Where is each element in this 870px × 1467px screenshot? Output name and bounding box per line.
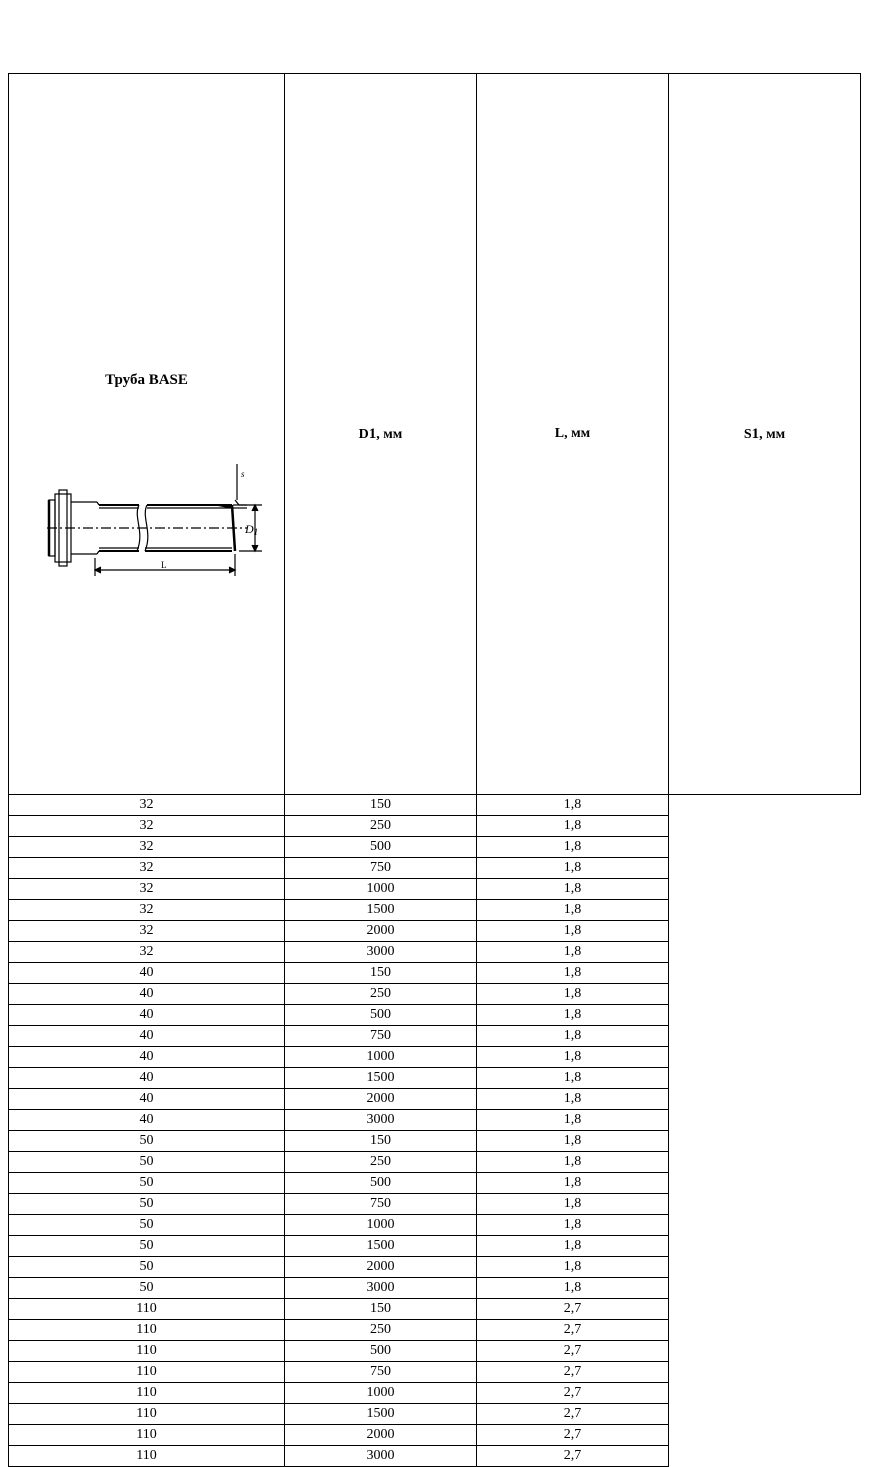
cell-d1: 40 [9, 1089, 285, 1110]
cell-d1: 40 [9, 1005, 285, 1026]
cell-l: 500 [285, 1005, 477, 1026]
header-l: L, мм [477, 74, 669, 795]
table-row [9, 795, 861, 816]
table-row [9, 1278, 861, 1299]
header-s1: S1, мм [669, 74, 861, 795]
cell-s1: 2,7 [477, 1404, 669, 1425]
table-row [9, 858, 861, 879]
cell-d1: 110 [9, 1425, 285, 1446]
cell-d1: 110 [9, 1341, 285, 1362]
table-row [9, 837, 861, 858]
cell-l: 3000 [285, 1110, 477, 1131]
cell-s1: 1,8 [477, 1131, 669, 1152]
table-row [9, 1005, 861, 1026]
table-row [9, 1026, 861, 1047]
cell-s1: 2,7 [477, 1341, 669, 1362]
cell-l: 1500 [285, 900, 477, 921]
cell-d1: 50 [9, 1194, 285, 1215]
cell-d1: 50 [9, 1215, 285, 1236]
table-row [9, 942, 861, 963]
cell-l: 1000 [285, 1215, 477, 1236]
cell-s1: 1,8 [477, 1194, 669, 1215]
cell-d1: 50 [9, 1131, 285, 1152]
cell-d1: 32 [9, 795, 285, 816]
cell-s1: 1,8 [477, 1278, 669, 1299]
cell-d1: 32 [9, 942, 285, 963]
cell-d1: 40 [9, 1047, 285, 1068]
table-row [9, 816, 861, 837]
cell-l: 750 [285, 858, 477, 879]
cell-l: 2000 [285, 921, 477, 942]
cell-d1: 110 [9, 1362, 285, 1383]
cell-s1: 1,8 [477, 921, 669, 942]
cell-l: 2000 [285, 1257, 477, 1278]
cell-s1: 1,8 [477, 879, 669, 900]
cell-l: 1500 [285, 1404, 477, 1425]
cell-d1: 110 [9, 1404, 285, 1425]
cell-d1: 110 [9, 1383, 285, 1404]
cell-l: 2000 [285, 1425, 477, 1446]
svg-text:D1 [244, 522, 258, 537]
cell-s1: 2,7 [477, 1320, 669, 1341]
header-d1: D1, мм [285, 74, 477, 795]
cell-d1: 110 [9, 1299, 285, 1320]
cell-s1: 1,8 [477, 1257, 669, 1278]
table-row [9, 1320, 861, 1341]
cell-l: 150 [285, 795, 477, 816]
cell-d1: 32 [9, 858, 285, 879]
cell-d1: 50 [9, 1236, 285, 1257]
table-row [9, 1194, 861, 1215]
table-row [9, 1152, 861, 1173]
spec-table [8, 73, 861, 1467]
cell-s1: 1,8 [477, 795, 669, 816]
cell-d1: 110 [9, 1446, 285, 1467]
table-row [9, 1404, 861, 1425]
table-row [9, 1131, 861, 1152]
cell-l: 150 [285, 1299, 477, 1320]
table-row [9, 1362, 861, 1383]
cell-l: 750 [285, 1194, 477, 1215]
cell-l: 250 [285, 1152, 477, 1173]
drawing-label-d-sub: 1 [253, 527, 259, 537]
drawing-label-s: s [241, 469, 245, 479]
cell-l: 500 [285, 837, 477, 858]
cell-s1: 2,7 [477, 1446, 669, 1467]
cell-d1: 32 [9, 879, 285, 900]
cell-d1: 32 [9, 816, 285, 837]
table-row [9, 1236, 861, 1257]
cell-s1: 1,8 [477, 1005, 669, 1026]
cell-d1: 50 [9, 1173, 285, 1194]
cell-d1: 40 [9, 1110, 285, 1131]
table-row [9, 1047, 861, 1068]
table-row [9, 900, 861, 921]
cell-s1: 1,8 [477, 1173, 669, 1194]
cell-l: 250 [285, 1320, 477, 1341]
cell-s1: 2,7 [477, 1425, 669, 1446]
product-title: Труба BASE [105, 372, 188, 388]
cell-l: 750 [285, 1026, 477, 1047]
cell-s1: 1,8 [477, 837, 669, 858]
cell-d1: 50 [9, 1278, 285, 1299]
cell-s1: 1,8 [477, 1152, 669, 1173]
table-row [9, 1068, 861, 1089]
cell-s1: 1,8 [477, 1236, 669, 1257]
cell-s1: 1,8 [477, 816, 669, 837]
cell-d1: 110 [9, 1320, 285, 1341]
table-row [9, 1299, 861, 1320]
table-row [9, 1425, 861, 1446]
cell-s1: 1,8 [477, 1068, 669, 1089]
table-row [9, 921, 861, 942]
cell-l: 500 [285, 1341, 477, 1362]
cell-d1: 40 [9, 1026, 285, 1047]
table-row [9, 1446, 861, 1467]
cell-s1: 1,8 [477, 1047, 669, 1068]
cell-d1: 40 [9, 963, 285, 984]
cell-s1: 2,7 [477, 1383, 669, 1404]
cell-l: 1000 [285, 1383, 477, 1404]
cell-s1: 1,8 [477, 1215, 669, 1236]
drawing-label-d: D [245, 522, 254, 536]
cell-s1: 2,7 [477, 1362, 669, 1383]
cell-s1: 1,8 [477, 963, 669, 984]
cell-l: 3000 [285, 942, 477, 963]
cell-l: 1500 [285, 1236, 477, 1257]
cell-d1: 40 [9, 984, 285, 1005]
table-row [9, 984, 861, 1005]
cell-l: 1500 [285, 1068, 477, 1089]
cell-l: 150 [285, 1131, 477, 1152]
cell-s1: 1,8 [477, 984, 669, 1005]
cell-s1: 1,8 [477, 942, 669, 963]
header-row [9, 74, 861, 795]
table-row [9, 1110, 861, 1131]
cell-l: 3000 [285, 1278, 477, 1299]
cell-l: 1000 [285, 879, 477, 900]
table-row [9, 1173, 861, 1194]
cell-s1: 1,8 [477, 1089, 669, 1110]
cell-s1: 2,7 [477, 1299, 669, 1320]
cell-d1: 32 [9, 837, 285, 858]
cell-d1: 32 [9, 921, 285, 942]
cell-d1: 50 [9, 1257, 285, 1278]
table-row [9, 1215, 861, 1236]
table-row [9, 1341, 861, 1362]
cell-s1: 1,8 [477, 1110, 669, 1131]
cell-l: 250 [285, 816, 477, 837]
cell-l: 150 [285, 963, 477, 984]
cell-l: 250 [285, 984, 477, 1005]
table-row [9, 879, 861, 900]
cell-l: 500 [285, 1173, 477, 1194]
cell-d1: 40 [9, 1068, 285, 1089]
cell-d1: 50 [9, 1152, 285, 1173]
cell-l: 3000 [285, 1446, 477, 1467]
table-row [9, 1089, 861, 1110]
cell-s1: 1,8 [477, 900, 669, 921]
table-row [9, 1383, 861, 1404]
cell-s1: 1,8 [477, 858, 669, 879]
cell-s1: 1,8 [477, 1026, 669, 1047]
product-cell [9, 74, 285, 795]
table-row [9, 963, 861, 984]
cell-l: 1000 [285, 1047, 477, 1068]
drawing-label-l: L [161, 560, 167, 570]
cell-l: 2000 [285, 1089, 477, 1110]
cell-l: 750 [285, 1362, 477, 1383]
cell-d1: 32 [9, 900, 285, 921]
table-row [9, 1257, 861, 1278]
pipe-drawing [47, 462, 272, 587]
